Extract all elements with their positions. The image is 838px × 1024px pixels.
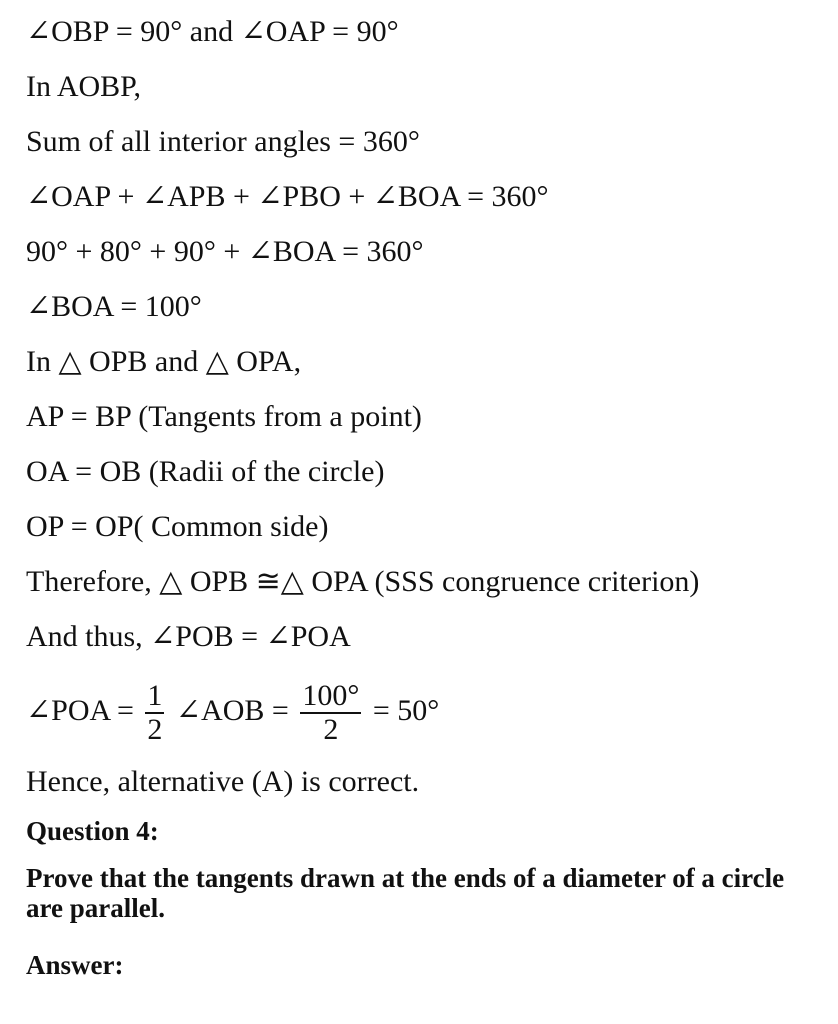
solution-line-11: Therefore, △ OPB ≅△ OPA (SSS congruence criterion) (26, 565, 700, 598)
solution-line-7: In △ OPB and △ OPA, (26, 345, 302, 378)
solution-line-9: OA = OB (Radii of the circle) (26, 455, 385, 488)
question-heading: Question 4: (26, 816, 159, 846)
solution-line-1: ∠OBP = 90° and ∠OAP = 90° (26, 15, 399, 48)
fraction-one-half-denominator: 2 (147, 713, 163, 747)
fraction-one-half (145, 680, 164, 746)
solution-line-3: Sum of all interior angles = 360° (26, 125, 420, 158)
fraction-hundred-denominator: 2 (323, 713, 339, 747)
conclusion-line: Hence, alternative (A) is correct. (26, 765, 420, 798)
fraction-equation-lhs: ∠POA = (26, 694, 134, 727)
fraction-one-half-numerator: 1 (147, 679, 163, 713)
solution-line-10: OP = OP( Common side) (26, 510, 329, 543)
fraction-hundred-numerator: 100° (302, 679, 360, 713)
answer-label: Answer: (26, 950, 124, 980)
solution-line-6: ∠BOA = 100° (26, 290, 202, 323)
fraction-equation (26, 676, 439, 746)
fraction-equation-rhs: = 50° (372, 694, 440, 727)
solution-line-4: ∠OAP + ∠APB + ∠PBO + ∠BOA = 360° (26, 180, 549, 213)
solution-line-12: And thus, ∠POB = ∠POA (26, 620, 351, 653)
solution-line-8: AP = BP (Tangents from a point) (26, 400, 422, 433)
solution-line-2: In AOBP, (26, 70, 142, 103)
question-text: Prove that the tangents drawn at the ends of a diameter of a circle are parallel. (26, 863, 785, 923)
fraction-equation-middle: ∠AOB = (175, 694, 289, 727)
solution-line-5: 90° + 80° + 90° + ∠BOA = 360° (26, 235, 424, 268)
fraction-hundred-over-two (300, 680, 361, 746)
